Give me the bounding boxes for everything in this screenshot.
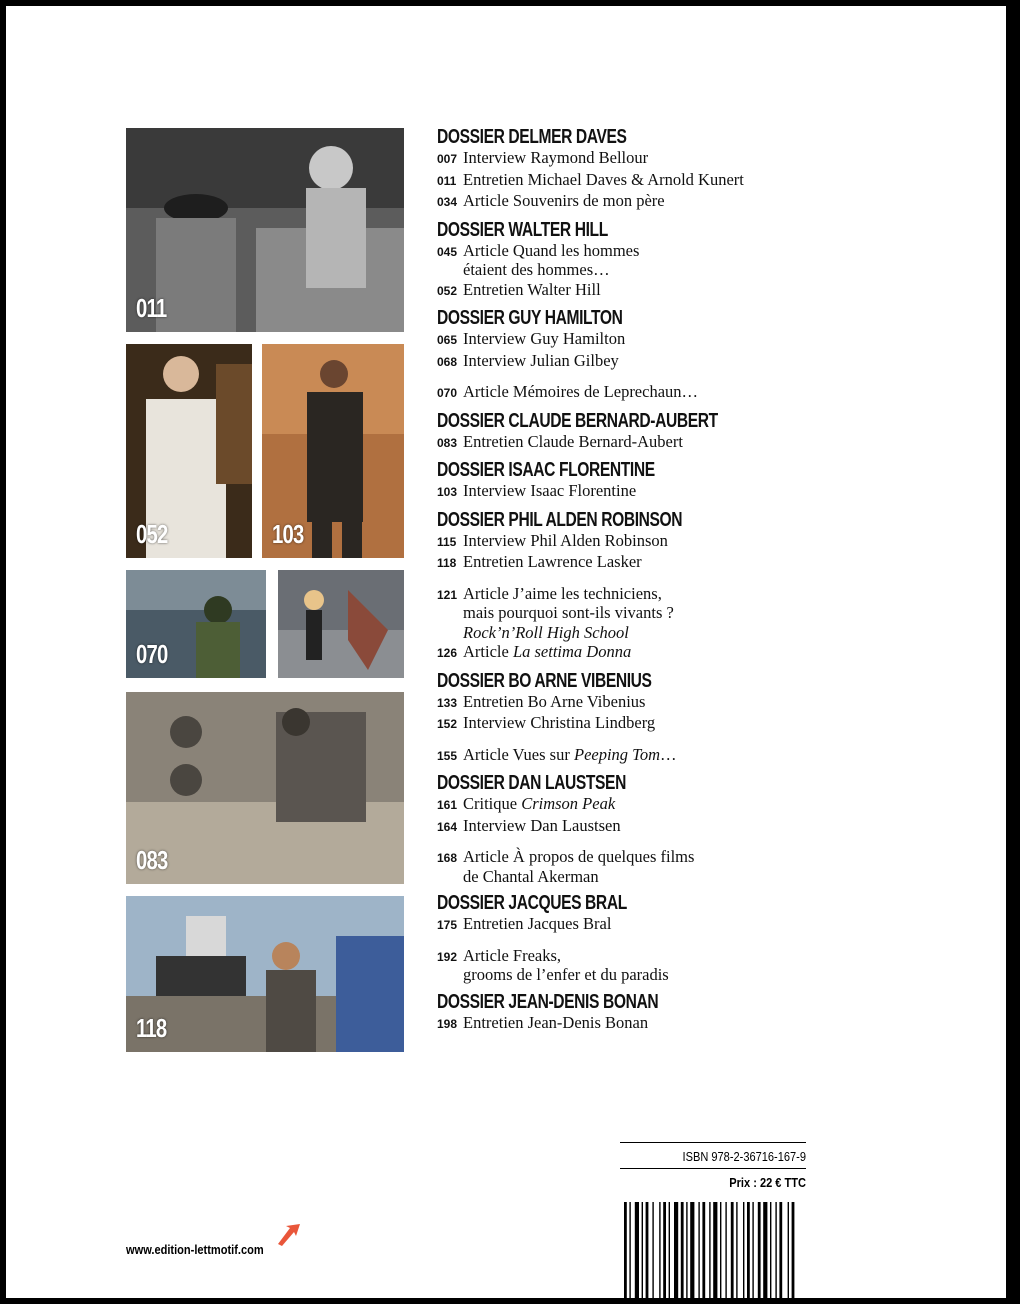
entry-title: Entretien Michael Daves & Arnold Kunert — [463, 169, 744, 189]
page-number: 070 — [437, 386, 458, 400]
barcode — [620, 1202, 806, 1298]
toc-entry — [437, 692, 877, 714]
entry-title: Article Mémoires de Leprechaun… — [463, 382, 699, 401]
page-number: 052 — [437, 283, 458, 298]
toc-entry — [437, 584, 877, 643]
toc-entry — [437, 745, 877, 767]
barcode-bar — [792, 1202, 795, 1298]
page-number: 133 — [437, 695, 458, 710]
website-link[interactable]: www.edition-lettmotif.com — [126, 1242, 264, 1257]
toc-entry — [437, 148, 877, 170]
toc-entry — [437, 713, 877, 735]
barcode-bar — [758, 1202, 761, 1298]
photo-label: 118 — [136, 1013, 167, 1043]
section-title: DOSSIER CLAUDE BERNARD-AUBERT — [437, 409, 718, 432]
page-number: 103 — [437, 485, 458, 499]
section-title: DOSSIER JEAN-DENIS BONAN — [437, 990, 659, 1013]
page-number: 034 — [437, 195, 458, 209]
page-number: 011 — [437, 173, 457, 188]
section-title: DOSSIER JACQUES BRAL — [437, 892, 627, 914]
barcode-bar — [698, 1202, 699, 1298]
photo-label: 070 — [136, 639, 168, 669]
photo-118 — [126, 896, 404, 1052]
barcode-bar — [674, 1202, 678, 1298]
entry-title: Article À propos de quelques films de Chantal Akerman — [463, 847, 695, 886]
barcode-bar — [731, 1202, 734, 1298]
toc-entry — [437, 552, 877, 574]
barcode-bar — [752, 1202, 753, 1298]
section-title: DOSSIER BO ARNE VIBENIUS — [437, 669, 652, 692]
toc-entry — [437, 432, 877, 454]
entry-title: Interview Phil Alden Robinson — [463, 530, 668, 550]
barcode-bar — [788, 1202, 789, 1298]
toc-entry — [437, 329, 877, 351]
photo-011 — [126, 128, 404, 332]
photo-label: 011 — [136, 293, 167, 323]
page-number: 083 — [437, 435, 458, 450]
entry-title: Entretien Walter Hill — [463, 279, 601, 299]
table-of-contents — [437, 126, 877, 1034]
photo-070 — [126, 570, 266, 678]
entry-title: Critique Crimson Peak — [463, 794, 616, 813]
entry-title: Entretien Bo Arne Vibenius — [463, 691, 646, 711]
barcode-bar — [629, 1202, 630, 1298]
page-number: 155 — [437, 748, 458, 763]
barcode-bar — [659, 1202, 660, 1298]
page-number: 065 — [437, 333, 458, 347]
toc-entry — [437, 794, 877, 816]
entry-title: Interview Guy Hamilton — [463, 329, 626, 348]
entry-title: Interview Raymond Bellour — [463, 148, 649, 167]
page-number: 192 — [437, 949, 458, 964]
entry-title: Entretien Jacques Bral — [463, 914, 612, 933]
entry-title: Article Souvenirs de mon père — [463, 191, 665, 210]
barcode-bar — [779, 1202, 782, 1298]
photo-011-image — [126, 128, 404, 332]
barcode-bar — [702, 1202, 705, 1298]
section-title: DOSSIER DAN LAUSTSEN — [437, 772, 626, 794]
entry-title: Entretien Claude Bernard-Aubert — [463, 431, 683, 451]
page-number: 198 — [437, 1016, 458, 1031]
entry-title: Interview Julian Gilbey — [463, 350, 619, 370]
toc-entry — [437, 642, 877, 664]
barcode-bar — [747, 1202, 750, 1298]
barcode-bar — [720, 1202, 721, 1298]
barcode-bar — [775, 1202, 776, 1298]
barcode-bar — [713, 1202, 717, 1298]
barcode-bar — [642, 1202, 643, 1298]
page-number: 118 — [437, 556, 457, 570]
page-number: 168 — [437, 851, 458, 865]
photo-083 — [126, 692, 404, 884]
photo-unlabeled — [278, 570, 404, 678]
photo-083-image — [126, 692, 404, 884]
section-title: DOSSIER DELMER DAVES — [437, 126, 627, 148]
page-number: 161 — [437, 798, 458, 812]
barcode-bar — [709, 1202, 710, 1298]
barcode-bar — [686, 1202, 687, 1298]
isbn-number: ISBN 978-2-36716-167-9 — [682, 1149, 806, 1164]
toc-entry — [437, 914, 877, 936]
photo-unlabeled-image — [278, 570, 404, 678]
isbn-block — [620, 1142, 806, 1194]
barcode-bar — [743, 1202, 744, 1298]
price: Prix : 22 € TTC — [729, 1175, 806, 1190]
entry-title: Interview Christina Lindberg — [463, 713, 656, 732]
photo-052 — [126, 344, 252, 558]
entry-title: Interview Dan Laustsen — [463, 815, 621, 835]
toc-entry — [437, 191, 877, 213]
photo-103 — [262, 344, 404, 558]
barcode-bar — [652, 1202, 653, 1298]
entry-title: Article La settima Donna — [463, 642, 632, 661]
toc-entry — [437, 816, 877, 838]
page-number: 121 — [437, 587, 458, 602]
toc-entry — [437, 946, 877, 985]
photo-label: 052 — [136, 519, 168, 549]
toc-entry — [437, 170, 877, 192]
entry-title: Interview Isaac Florentine — [463, 481, 637, 500]
toc-entry — [437, 280, 877, 302]
barcode-bar — [725, 1202, 726, 1298]
entry-title: Article J’aime les techniciens, mais pourquoi sont-ils vivants ? Rock’n’Roll High School — [463, 583, 674, 642]
photo-label: 083 — [136, 845, 168, 875]
barcode-bar — [624, 1202, 627, 1298]
barcode-bar — [770, 1202, 771, 1298]
toc-entry — [437, 847, 877, 886]
page-number: 175 — [437, 918, 458, 932]
page-number: 152 — [437, 717, 458, 731]
entry-title: Entretien Lawrence Lasker — [463, 552, 642, 571]
page-number: 115 — [437, 534, 457, 549]
barcode-bar — [669, 1202, 670, 1298]
toc-entry — [437, 382, 877, 404]
photo-118-image — [126, 896, 404, 1052]
section-title: DOSSIER GUY HAMILTON — [437, 307, 623, 329]
section-title: DOSSIER PHIL ALDEN ROBINSON — [437, 508, 683, 531]
back-cover — [6, 6, 1006, 1298]
section-title: DOSSIER ISAAC FLORENTINE — [437, 459, 655, 481]
entry-title: Article Freaks, grooms de l’enfer et du paradis — [463, 945, 669, 984]
entry-title: Article Vues sur Peeping Tom… — [463, 744, 677, 764]
barcode-bar — [663, 1202, 666, 1298]
barcode-bar — [646, 1202, 649, 1298]
barcode-bar — [763, 1202, 767, 1298]
page-number: 126 — [437, 646, 458, 660]
toc-entry — [437, 531, 877, 553]
toc-entry — [437, 1013, 877, 1035]
page-number: 007 — [437, 152, 458, 166]
barcode-bar — [681, 1202, 684, 1298]
page-number: 068 — [437, 354, 458, 369]
page-number: 164 — [437, 819, 458, 834]
page-number: 045 — [437, 244, 458, 259]
toc-entry — [437, 481, 877, 503]
entry-title: Article Quand les hommes étaient des hommes… — [463, 240, 640, 279]
cursor-arrow-icon — [274, 1222, 304, 1246]
barcode-bar — [635, 1202, 639, 1298]
barcode-bar — [690, 1202, 694, 1298]
toc-entry — [437, 241, 877, 280]
entry-title: Entretien Jean-Denis Bonan — [463, 1012, 649, 1032]
section-title: DOSSIER WALTER HILL — [437, 218, 608, 241]
photo-label: 103 — [272, 519, 304, 549]
toc-entry — [437, 351, 877, 373]
barcode-bar — [736, 1202, 737, 1298]
